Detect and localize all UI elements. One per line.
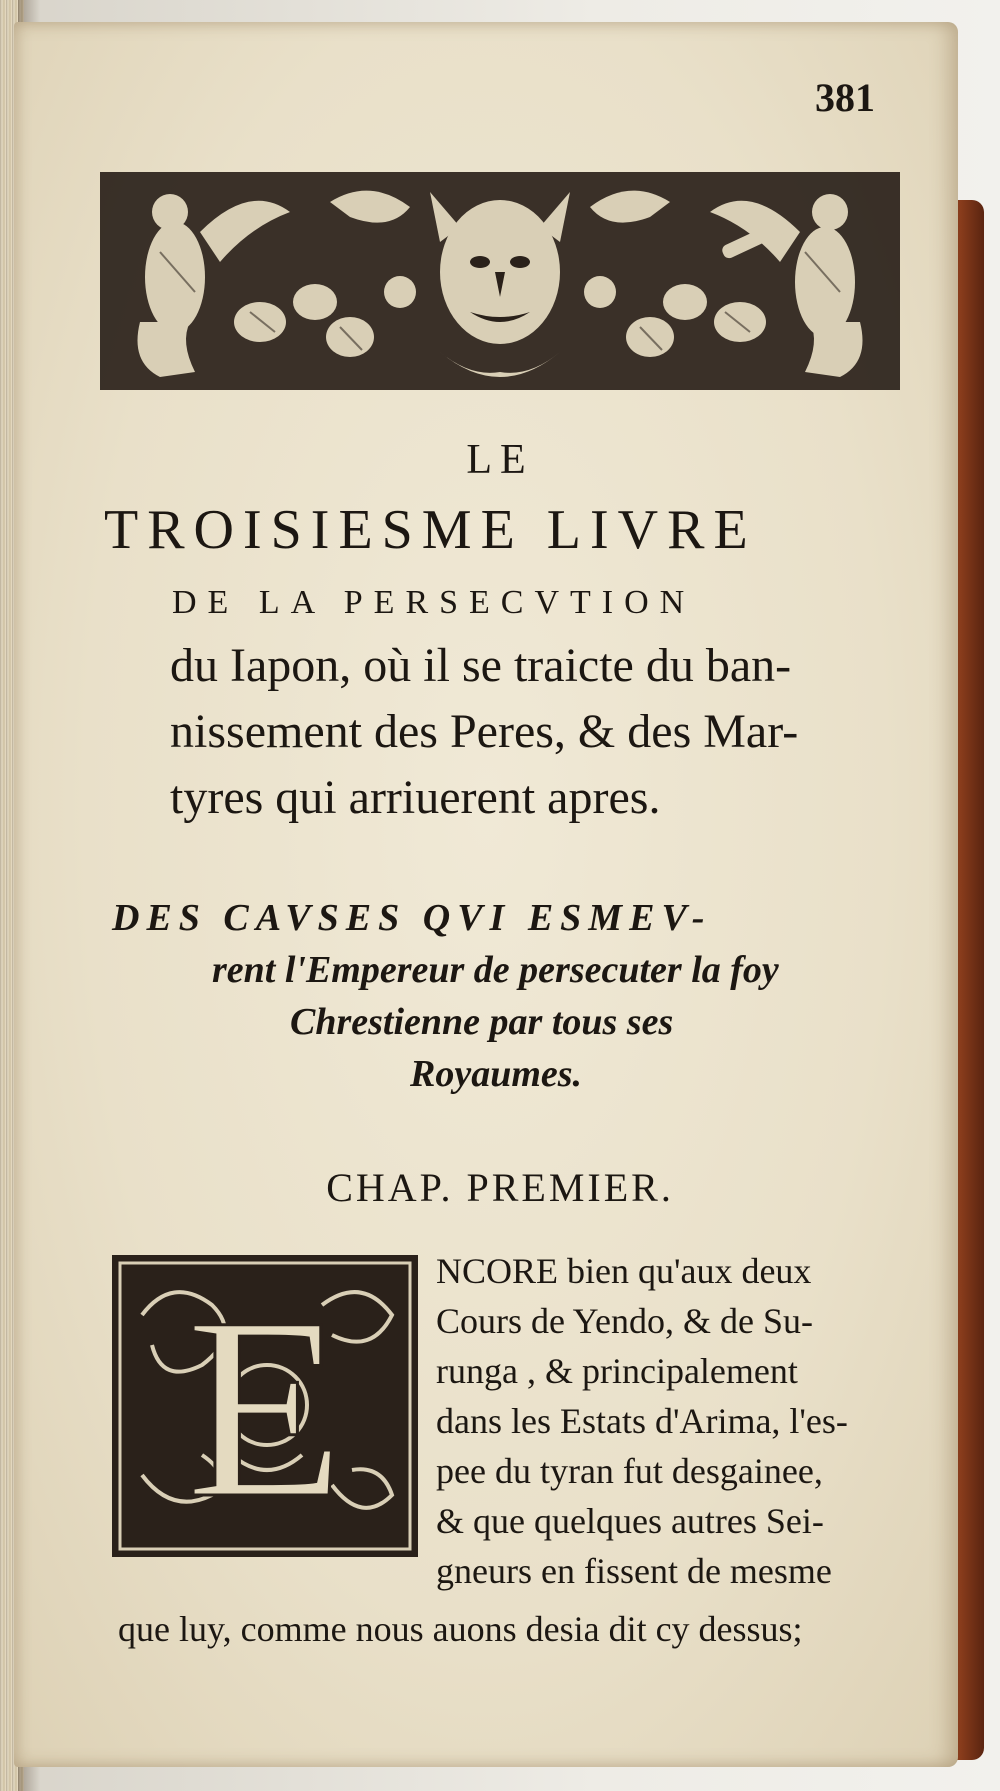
body-text-line: & que quelques autres Sei- [436,1501,824,1541]
chapter-summary-line: Chrestienne par tous ses [290,1001,674,1043]
body-text-line: dans les Estats d'Arima, l'es- [436,1401,848,1441]
title-description-line: nissement des Peres, & des Mar- [170,705,799,758]
book-subtitle: DE LA PERSECVTION [172,584,696,621]
body-text-line: que luy, comme nous auons desia dit cy dessus; [118,1609,803,1649]
page-number: 381 [815,75,875,120]
body-text-line: runga , & principalement [436,1351,798,1391]
body-text-line: pee du tyran fut desgainee, [436,1451,823,1491]
book-title: TROISIESME LIVRE [104,499,757,561]
body-text-line: Cours de Yendo, & de Su- [436,1301,814,1341]
body-text-line: gneurs en fissent de mesme [436,1551,832,1591]
title-description-line: du Iapon, où il se traicte du ban- [170,639,792,692]
title-le: LE [466,437,534,483]
chapter-heading: CHAP. PREMIER. [326,1165,674,1210]
chapter-summary-line: rent l'Empereur de persecuter la foy [212,949,779,991]
body-text-line: NCORE bien qu'aux deux [436,1251,812,1291]
headpiece-ornament-icon [100,172,900,390]
initial-letter: E [185,1264,345,1552]
chapter-summary-line: DES CAVSES QVI ESMEV- [112,897,712,939]
title-description-line: tyres qui arriuerent apres. [170,771,661,824]
chapter-summary-line: Royaumes. [410,1053,583,1095]
decorated-initial-icon [112,1255,418,1557]
